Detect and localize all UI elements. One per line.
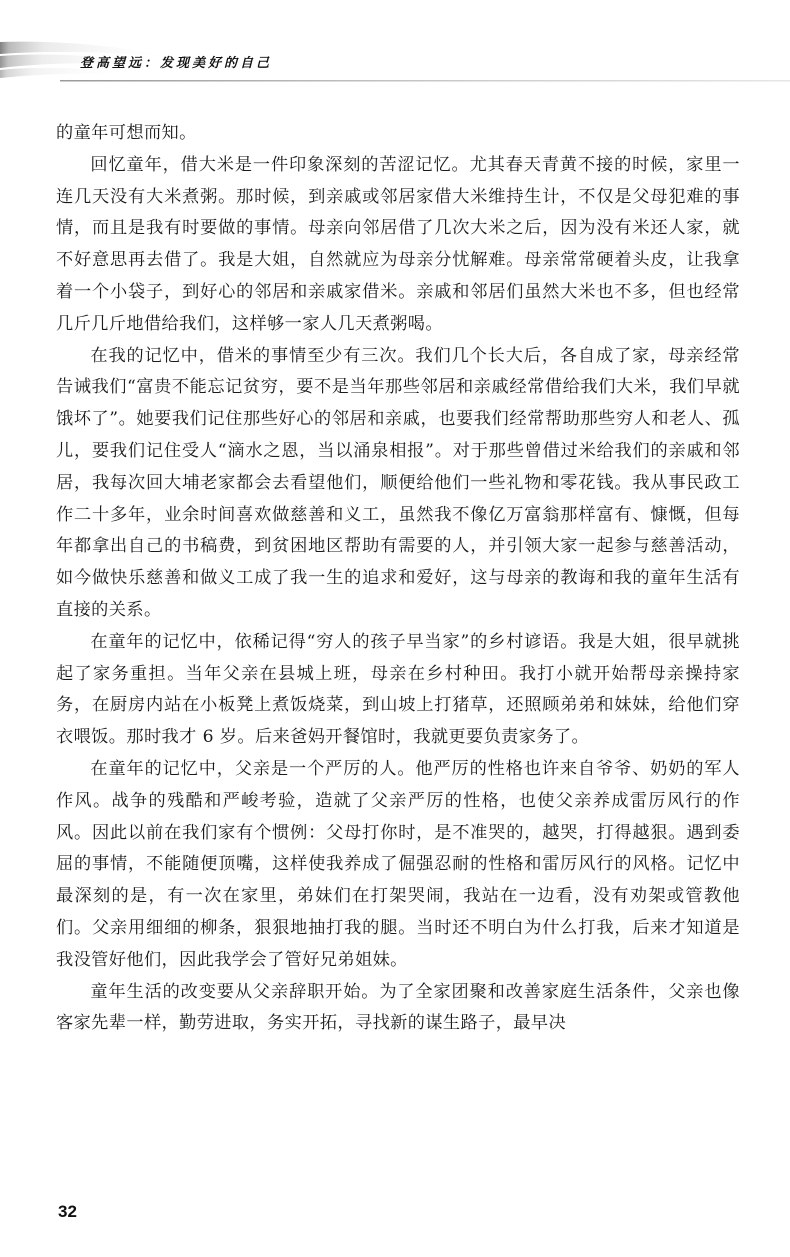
page-number: 32 [58, 1202, 77, 1221]
paragraph: 在我的记忆中，借米的事情至少有三次。我们几个长大后，各自成了家，母亲经常告诫我们“富贵不能忘记贫穷，要不是当年那些邻居和亲戚经常借给我们大米，我们早就饿坏了”。她要我们记住那些好心的邻居和亲戚，也要我们经常帮助那些穷人和老人、孤儿，要我们记住受人“滴水之恩，当以涌泉相报”。对于那些曾借过米给我们的亲戚和邻居，我每次回大埔老家都会去看望他们，顺便给他们一些礼物和零花钱。我从事民政工作二十多年，业余时间喜欢做慈善和义工，虽然我不像亿万富翁那样富有、慷慨，但每年都拿出自己的书稿费，到贫困地区帮助有需要的人，并引领大家一起参与慈善活动，如今做快乐慈善和做义工成了我一生的追求和爱好，这与母亲的教诲和我的童年生活有直接的关系。 [56, 345, 740, 620]
running-header [0, 36, 790, 86]
paragraph: 在童年的记忆中，父亲是一个严厉的人。他严厉的性格也许来自爷爷、奶奶的军人作风。战争的残酷和严峻考验，造就了父亲严厉的性格，也使父亲养成雷厉风行的作风。因此以前在我们家有个惯例：父母打你时，是不准哭的，越哭，打得越狠。遇到委屈的事情，不能随便顶嘴，这样使我养成了倔强忍耐的性格和雷厉风行的风格。记忆中最深刻的是，有一次在家里，弟妹们在打架哭闹，我站在一边看，没有劝架或管教他们。父亲用细细的柳条，狠狠地抽打我的腿。当时还不明白为什么打我，后来才知道是我没管好他们，因此我学会了管好兄弟姐妹。 [56, 758, 740, 970]
paragraph: 在童年的记忆中，依稀记得“穷人的孩子早当家”的乡村谚语。我是大姐，很早就挑起了家务重担。当年父亲在县城上班，母亲在乡村种田。我打小就开始帮母亲操持家务，在厨房内站在小板凳上煮饭烧菜，到山坡上打猪草，还照顾弟弟和妹妹，给他们穿衣喂饭。那时我才 6 岁。后来爸妈开餐馆时，我就更要负责家务了。 [56, 631, 740, 748]
body-text [56, 118, 740, 1040]
paragraph: 的童年可想而知。 [56, 123, 197, 143]
paragraph: 童年生活的改变要从父亲辞职开始。为了全家团聚和改善家庭生活条件，父亲也像客家先辈一样，勤劳进取，务实开拓，寻找新的谋生路子，最早决 [56, 981, 740, 1034]
header-title: 登高望远：发现美好的自己 [80, 56, 273, 71]
paragraph: 回忆童年，借大米是一件印象深刻的苦涩记忆。尤其春天青黄不接的时候，家里一连几天没有大米煮粥。那时候，到亲戚或邻居家借大米维持生计，不仅是父母犯难的事情，而且是我有时要做的事情。母亲向邻居借了几次大米之后，因为没有米还人家，就不好意思再去借了。我是大姐，自然就应为母亲分忧解难。母亲常常硬着头皮，让我拿着一个小袋子，到好心的邻居和亲戚家借米。亲戚和邻居们虽然大米也不多，但也经常几斤几斤地借给我们，这样够一家人几天煮粥喝。 [56, 154, 740, 334]
